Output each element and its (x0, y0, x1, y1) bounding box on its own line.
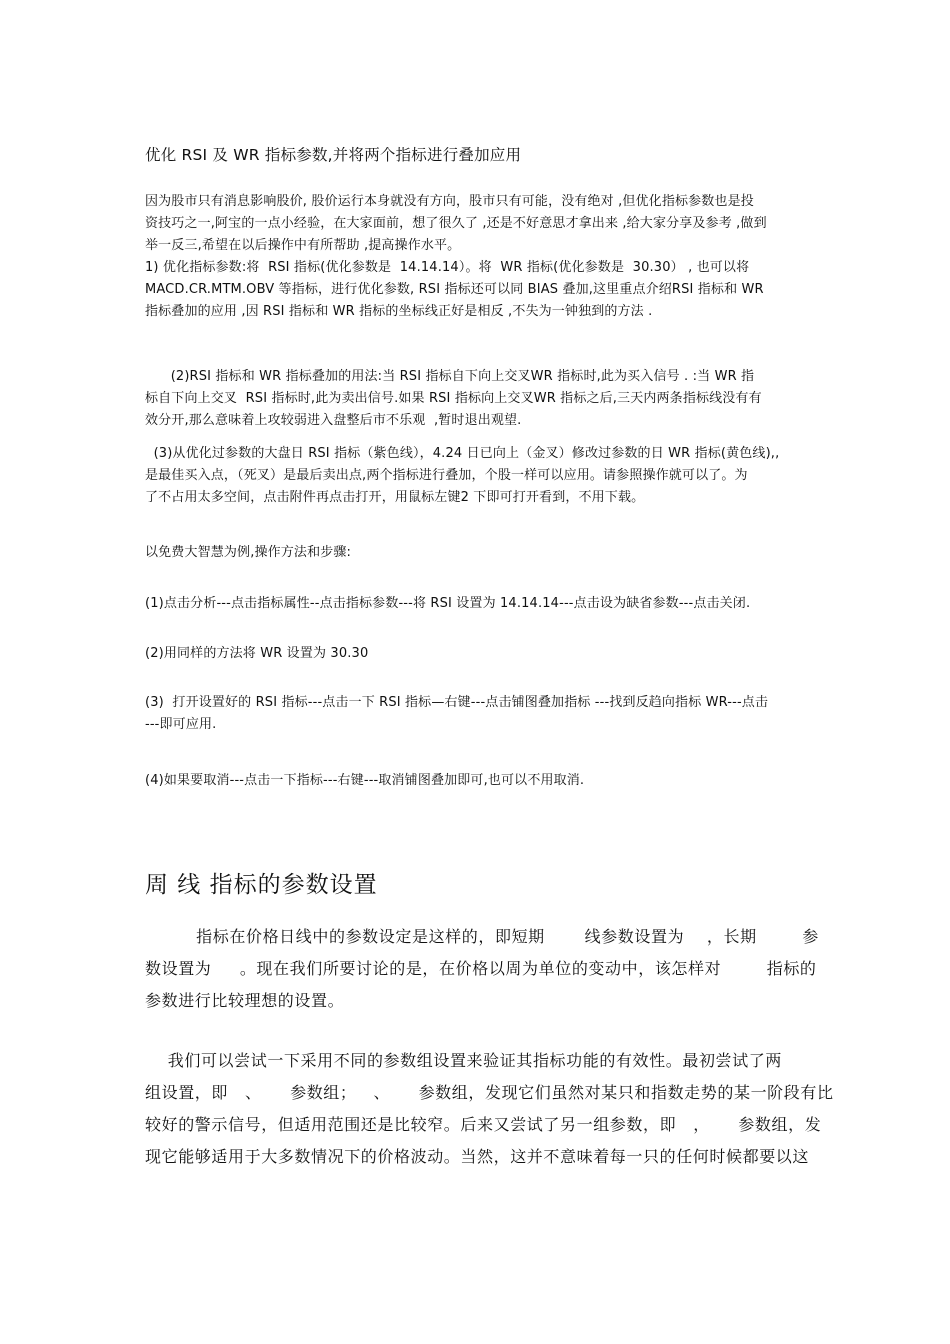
text-line: 数设置为 。现在我们所要讨论的是，在价格以周为单位的变动中，该怎样对 指标的 (145, 959, 817, 978)
step-1: (1)点击分析---点击指标属性--点击指标参数---将 RSI 设置为 14.14.14---点击设为缺省参数---点击关闭. (145, 596, 751, 611)
weekly-test-paragraph (145, 1045, 834, 1173)
steps-intro: 以免费大智慧为例,操作方法和步骤: (145, 545, 352, 560)
text-line: 1) 优化指标参数:将 RSI 指标(优化参数是 14.14.14）。将 WR 指标(优化参数是 30.30） , 也可以将 (145, 260, 750, 275)
text-line: MACD.CR.MTM.OBV 等指标，进行优化参数, RSI 指标还可以同 BIAS 叠加,这里重点介绍RSI 指标和 WR (145, 282, 764, 297)
text-line: (3)从优化过参数的大盘日 RSI 指标（紫色线），4.24 日已向上（金叉）修改过参数的日 WR 指标(黄色线),, (145, 446, 780, 461)
text-line: 指标在价格日线中的参数设定是这样的，即短期 线参数设置为 ，长期 参 (145, 927, 819, 946)
example-paragraph (145, 443, 810, 509)
text-line: ---即可应用. (145, 717, 217, 732)
weekly-intro-paragraph (145, 921, 819, 1017)
step-3 (145, 692, 810, 736)
text-line: 较好的警示信号，但适用范围还是比较窄。后来又尝试了另一组参数，即 ， 参数组，发 (145, 1115, 822, 1134)
text-line: 组设置，即 、 参数组； 、 参数组，发现它们虽然对某只和指数走势的某一阶段有比 (145, 1083, 834, 1102)
article-title: 优化 RSI 及 WR 指标参数,并将两个指标进行叠加应用 (145, 146, 522, 164)
text-line: 指标叠加的应用 ,因 RSI 指标和 WR 指标的坐标线正好是相反 ,不失为一钟独到的方法 . (145, 304, 653, 319)
text-line: 现它能够适用于大多数情况下的价格波动。当然，这并不意味着每一只的任何时候都要以这 (145, 1147, 810, 1166)
text-line: 资技巧之一,阿宝的一点小经验，在大家面前，想了很久了 ,还是不好意思才拿出来 ,给大家分享及参考 ,做到 (145, 216, 767, 231)
text-line: 因为股市只有消息影响股价, 股价运行本身就没有方向，股市只有可能，没有绝对 ,但优化指标参数也是投 (145, 194, 754, 209)
section-heading: 周 线 指标的参数设置 (145, 872, 378, 898)
text-line: 效分开,那么意味着上攻较弱进入盘整后市不乐观 ,暂时退出观望. (145, 413, 522, 428)
intro-paragraph (145, 191, 810, 323)
text-line: (2)RSI 指标和 WR 指标叠加的用法:当 RSI 指标自下向上交叉WR 指标时,此为买入信号 . :当 WR 指 (145, 369, 755, 384)
text-line: 是最佳买入点，（死叉）是最后卖出点,两个指标进行叠加，个股一样可以应用。请参照操作就可以了。为 (145, 468, 748, 483)
text-line: 我们可以尝试一下采用不同的参数组设置来验证其指标功能的有效性。最初尝试了两 (145, 1051, 782, 1070)
text-line: (3) 打开设置好的 RSI 指标---点击一下 RSI 指标—右键---点击铺图叠加指标 ---找到反趋向指标 WR---点击 (145, 695, 769, 710)
text-line: 了不占用太多空间，点击附件再点击打开，用鼠标左键2 下即可打开看到，不用下载。 (145, 490, 645, 505)
text-line: 参数进行比较理想的设置。 (145, 991, 345, 1010)
usage-paragraph (145, 366, 810, 432)
step-4: (4)如果要取消---点击一下指标---右键---取消铺图叠加即可,也可以不用取消. (145, 773, 585, 788)
text-line: 举一反三,希望在以后操作中有所帮助 ,提高操作水平。 (145, 238, 461, 253)
text-line: 标自下向上交叉 RSI 指标时,此为卖出信号.如果 RSI 指标向上交叉WR 指标之后,三天内两条指标线没有有 (145, 391, 762, 406)
step-2: (2)用同样的方法将 WR 设置为 30.30 (145, 646, 369, 661)
